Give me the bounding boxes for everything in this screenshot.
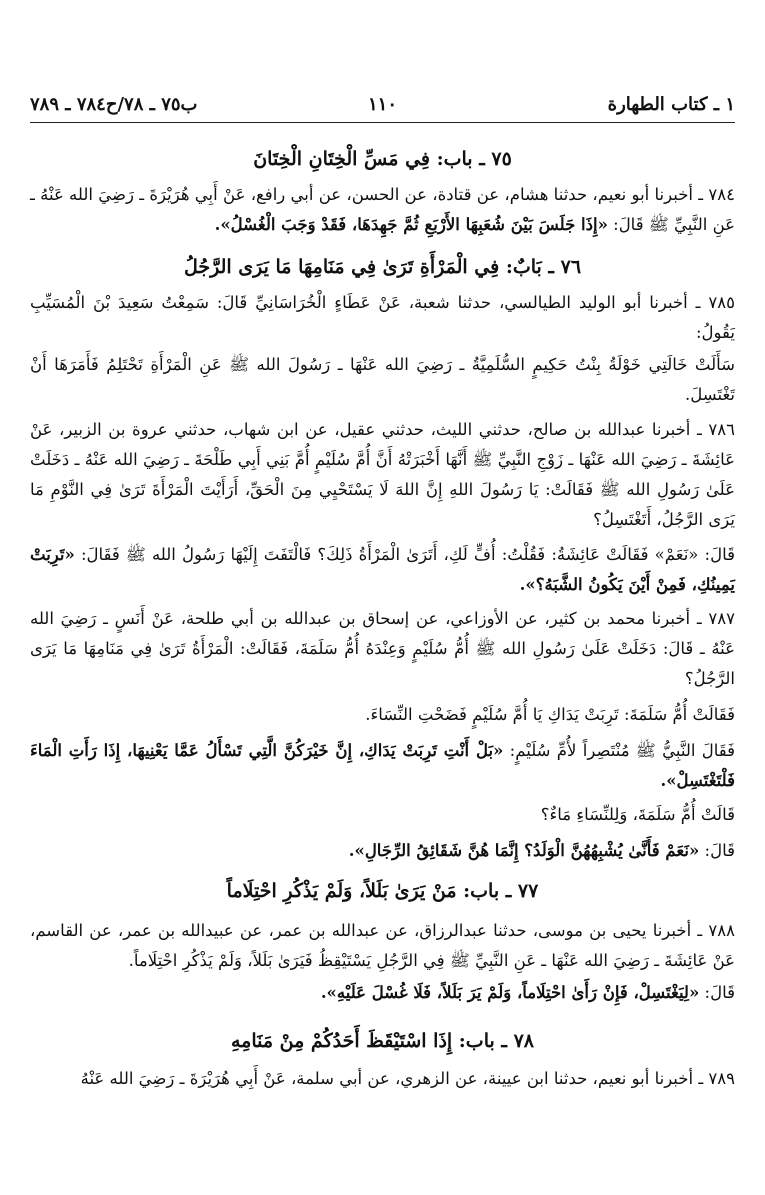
prophetic-saying: «لِيَغْتَسِلْ، فَإِنْ رَأَىٰ احْتِلَاماً، وَلَمْ يَرَ بَلَلاً، فَلَا غُسْلَ عَلَيْهِ». [320, 983, 700, 1002]
hadith-text: فَقَالَتْ أُمُّ سَلَمَةَ: تَرِبَتْ يَدَاكِ يَا أُمَّ سُلَيْمٍ فَضَحْتِ النِّسَاءَ. [365, 705, 735, 724]
book-page [30, 0, 735, 1195]
hadith-784 [30, 180, 735, 240]
page-number: ١١٠ [367, 94, 397, 115]
hadith-text [30, 736, 735, 796]
section-76 [30, 256, 735, 278]
hadith-text [30, 836, 735, 866]
hadith-text [30, 978, 735, 1008]
hadith-785-body [30, 350, 735, 410]
hadith-text: ٧٨٦ ـ أخبرنا عبدالله بن صالح، حدثني الليث، حدثني عقيل، عن ابن شهاب، حدثني عروة بن الزبير، عَنْ عَائِشَةَ ـ رَضِيَ الله عَنْهَا ـ زَوْجِ النَّبِيِّ ﷺ أَنَّهَا أَخْبَرَتْهُ أَنَّ أُمَّ سُلَيْمٍ أُمَّ بَنِي أَبِي طَلْحَةَ ـ رَضِيَ الله عَنْهُ ـ دَخَلَتْ عَلَىٰ رَسُولِ الله ﷺ فَقَالَتْ: يَا رَسُولَ اللهِ إِنَّ اللهَ لَا يَسْتَحْيِي مِنَ الْحَقِّ، أَرَأَيْتَ الْمَرْأَةَ تَرَىٰ فِي النَّوْمِ مَا يَرَى الرَّجُلُ، أَتَغْتَسِلُ؟ [30, 420, 735, 529]
hadith-text: ٧٨٥ ـ أخبرنا أبو الوليد الطيالسي، حدثنا شعبة، عَنْ عَطَاءٍ الْخُرَاسَانِيِّ قَالَ: سَمِعْتُ سَعِيدَ بْنَ الْمُسَيِّبِ يَقُولُ: [30, 293, 735, 342]
hadith-text: قَالَتْ أُمُّ سَلَمَةَ، وَلِلنِّسَاءِ مَاءٌ؟ [540, 805, 735, 824]
page-header [30, 92, 735, 123]
hadith-text: سَأَلَتْ خَالَتِي خَوْلَةُ بِنْتُ حَكِيمٍ السُّلَمِيَّةُ ـ رَضِيَ الله عَنْهَا ـ رَسُولَ الله ﷺ عَنِ الْمَرْأَةِ تَحْتَلِمُ فَأَمَرَهَا أَنْ تَغْتَسِلَ. [30, 355, 735, 404]
hadith-787-umm-salama [30, 700, 735, 730]
hadith-787-question [30, 800, 735, 830]
prophetic-saying: «إِذَا جَلَسَ بَيْنَ شُعَبِهَا الأَرْبَعِ ثُمَّ جَهِدَهَا، فَقَدْ وَجَبَ الْغُسْلُ». [214, 215, 608, 234]
narration-chain: ٧٨٤ ـ أخبرنا أبو نعيم، حدثنا هشام، عن قتادة، عن الحسن، عن أبي رافع، عَنْ أَبِي هُرَيْرَةَ ـ رَضِيَ الله عَنْهُ ـ عَنِ النَّبِيِّ ﷺ قَالَ: [30, 185, 735, 234]
hadith-786 [30, 415, 735, 535]
prophetic-saying: «تَرِبَتْ يَمِينُكِ، فَمِنْ أَيْنَ يَكُونُ الشَّبَهُ؟». [30, 545, 735, 594]
hadith-787-answer [30, 836, 735, 866]
section-77 [30, 880, 735, 902]
hadith-text [30, 180, 735, 240]
section-heading: ٧٨ ـ باب: إِذَا اسْتَيْقَظَ أَحَدُكُمْ مِنْ مَنَامِهِ [231, 1030, 534, 1052]
hadith-text [30, 540, 735, 600]
hadith-788 [30, 916, 735, 976]
hadith-786-reply [30, 540, 735, 600]
section-75 [30, 148, 735, 170]
chapter-title: ١ ـ كتاب الطهارة [607, 94, 735, 115]
section-range: ب٧٥ ـ ٧٨/ح٧٨٤ ـ ٧٨٩ [30, 94, 198, 115]
section-heading: ٧٧ ـ باب: مَنْ يَرَىٰ بَلَلاً، وَلَمْ يَذْكُرِ احْتِلَاماً [226, 880, 539, 902]
hadith-788-saying [30, 978, 735, 1008]
narration: قَالَ: «نَعَمْ» فَقَالَتْ عَائِشَةُ: فَقُلْتُ: أُفٍّ لَكِ، أَتَرَىٰ الْمَرْأَةُ ذَلِكَ؟ فَالْتَفَتَ إِلَيْهَا رَسُولُ الله ﷺ فَقَالَ: [74, 545, 735, 564]
hadith-text: ٧٨٧ ـ أخبرنا محمد بن كثير، عن الأوزاعي، عن إسحاق بن عبدالله بن أبي طلحة، عَنْ أَنَسٍ ـ رَضِيَ الله عَنْهُ ـ قَالَ: دَخَلَتْ عَلَىٰ رَسُولِ الله ﷺ أُمُّ سُلَيْمٍ وَعِنْدَهُ أُمُّ سَلَمَةَ، فَقَالَتْ: الْمَرْأَةُ تَرَىٰ فِي مَنَامِهَا مَا يَرَى الرَّجُلُ؟ [30, 609, 735, 688]
hadith-789 [30, 1064, 735, 1094]
hadith-787-reply [30, 736, 735, 796]
hadith-text: ٧٨٨ ـ أخبرنا يحيى بن موسى، حدثنا عبدالرزاق، عن عبدالله بن عمر، عن عبيدالله بن عمر، عن القاسم، عَنْ عَائِشَةَ ـ رَضِيَ الله عَنْهَا ـ عَنِ النَّبِيِّ ﷺ فِي الرَّجُلِ يَسْتَيْقِظُ فَيَرَىٰ بَلَلاً، وَلَمْ يَذْكُرِ احْتِلَاماً. [30, 921, 735, 970]
hadith-text: ٧٨٩ ـ أخبرنا أبو نعيم، حدثنا ابن عيينة، عن الزهري، عن أبي سلمة، عَنْ أَبِي هُرَيْرَةَ ـ رَضِيَ الله عَنْهُ [80, 1069, 735, 1088]
section-heading: ٧٥ ـ باب: فِي مَسِّ الْخِتَانِ الْخِتَانَ [253, 148, 512, 170]
hadith-785 [30, 288, 735, 348]
narration: فَقَالَ النَّبِيُّ ﷺ مُنْتَصِراً لأُمِّ سُلَيْمٍ: [503, 741, 736, 760]
hadith-787 [30, 604, 735, 694]
section-78 [30, 1030, 735, 1052]
prophetic-saying: «نَعَمْ فَأَنَّىٰ يُشْبِهُهُنَّ الْوَلَدُ؟ إِنَّمَا هُنَّ شَقَائِقُ الرِّجَالِ». [348, 841, 700, 860]
section-heading: ٧٦ ـ بَابٌ: فِي الْمَرْأَةِ تَرَىٰ فِي مَنَامِهَا مَا يَرَى الرَّجُلُ [183, 256, 582, 278]
prophetic-saying: «بَلْ أَنْتِ تَرِبَتْ يَدَاكِ، إِنَّ خَيْرَكُنَّ الَّتِي تَسْأَلُ عَمَّا يَعْنِيهَا، إِذَا رَأَتِ الْمَاءَ فَلْتَغْتَسِلْ». [30, 741, 735, 790]
narration: قَالَ: [699, 841, 735, 860]
narration: قَالَ: [699, 983, 735, 1002]
